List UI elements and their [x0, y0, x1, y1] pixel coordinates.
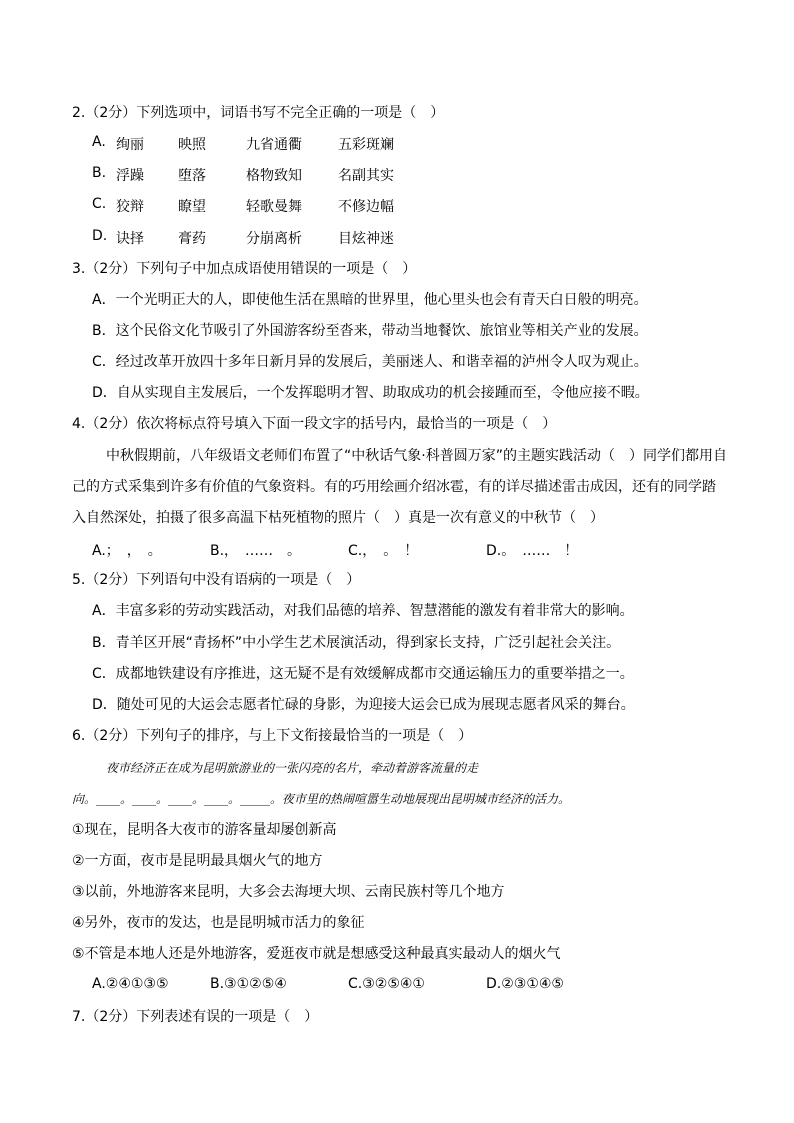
- question-4-option-c: C.， 。 ！: [348, 543, 419, 559]
- question-5-option-c: C．成都地铁建设有序推进，这无疑不是有效缓解成都市交通运输压力的重要举措之一。: [92, 666, 634, 682]
- question-4-passage-line: 中秋假期前，八年级语文老师们布置了“中秋话气象·科普圆万家”的主题实践活动（ ）同学们都用自: [106, 448, 727, 464]
- option-word: 堕落: [178, 168, 206, 184]
- question-4-passage-line: 入自然深处，拍摄了很多高温下枯死植物的照片（ ）真是一次有意义的中秋节（ ）: [72, 510, 604, 526]
- question-7-stem: 7.（2分）下列表述有误的一项是（ ）: [72, 1009, 319, 1025]
- question-4-option-b: B.， …… 。: [210, 543, 302, 559]
- option-letter: D.: [92, 228, 108, 244]
- option-word: 瞭望: [178, 199, 206, 215]
- option-word: 映照: [178, 137, 206, 153]
- option-letter: C.: [92, 196, 107, 212]
- option-word: 九省通衢: [246, 137, 302, 153]
- question-6-option-d: D.②③①④⑤: [486, 976, 564, 992]
- question-3-option-c: C．经过改革开放四十多年日新月异的发展后，美丽迷人、和谐幸福的泸州令人叹为观止。: [92, 354, 648, 370]
- option-letter: B.: [92, 165, 107, 181]
- question-2-stem: 2.（2分）下列选项中，词语书写不完全正确的一项是（ ）: [72, 105, 445, 121]
- question-3-stem: 3.（2分）下列句子中加点成语使用错误的一项是（ ）: [72, 261, 417, 277]
- question-6-option-a: A.②④①③⑤: [92, 976, 169, 992]
- option-word: 狡辩: [116, 199, 144, 215]
- question-6-sentence: ⑤不管是本地人还是外地游客，爱逛夜市就是想感受这种最真实最动人的烟火气: [72, 946, 561, 962]
- question-6-stem: 6.（2分）下列句子的排序，与上下文衔接最恰当的一项是（ ）: [72, 728, 473, 744]
- question-3-option-a: A．一个光明正大的人，即使他生活在黑暗的世界里，他心里头也会有青天白日般的明亮。: [92, 292, 648, 308]
- option-word: 浮躁: [116, 168, 144, 184]
- option-word: 诀择: [116, 231, 144, 247]
- question-5-option-a: A．丰富多彩的劳动实践活动，对我们品德的培养、智慧潜能的激发有着非常大的影响。: [92, 603, 634, 619]
- option-letter: A.: [92, 134, 106, 150]
- question-6-sentence: ③以前，外地游客来昆明，大多会去海埂大坝、云南民族村等几个地方: [72, 884, 505, 900]
- question-6-passage-line: 向。____。____。____。____。_____。夜市里的热闹喧嚣生动地展现出昆明城市经济的活力。: [72, 792, 571, 806]
- question-6-option-c: C.③②⑤④①: [348, 976, 425, 992]
- question-6-sentence: ④另外，夜市的发达，也是昆明城市活力的象征: [72, 915, 365, 931]
- option-word: 目炫神迷: [338, 231, 394, 247]
- question-6-sentence: ②一方面，夜市是昆明最具烟火气的地方: [72, 853, 323, 869]
- option-word: 名副其实: [338, 168, 394, 184]
- question-4-option-d: D.。 …… ！: [486, 543, 579, 559]
- question-4-option-a: A.； ， 。: [92, 543, 162, 559]
- question-4-passage-line: 己的方式采集到许多有价值的气象资料。有的巧用绘画介绍冰雹，有的详尽描述雷击成因，还有的同学踏: [72, 479, 716, 495]
- question-6-passage-line: 夜市经济正在成为昆明旅游业的一张闪亮的名片，牵动着游客流量的走: [106, 761, 479, 775]
- question-5-option-d: D．随处可见的大运会志愿者忙碌的身影，为迎接大运会已成为展现志愿者风采的舞台。: [92, 697, 635, 713]
- option-word: 膏药: [178, 231, 206, 247]
- question-5-option-b: B．青羊区开展“青扬杯”中小学生艺术展演活动，得到家长支持，广泛引起社会关注。: [92, 635, 621, 651]
- option-word: 分崩离析: [246, 231, 302, 247]
- option-word: 五彩斑斓: [338, 137, 394, 153]
- option-word: 轻歌曼舞: [246, 199, 302, 215]
- question-6-option-b: B.③①②⑤④: [210, 976, 287, 992]
- question-3-option-b: B．这个民俗文化节吸引了外国游客纷至沓来，带动当地餐饮、旅馆业等相关产业的发展。: [92, 323, 648, 339]
- question-3-option-d: D．自从实现自主发展后，一个发挥聪明才智、助取成功的机会接踵而至，令他应接不暇。: [92, 385, 649, 401]
- question-5-stem: 5.（2分）下列语句中没有语病的一项是（ ）: [72, 572, 361, 588]
- option-word: 绚丽: [116, 137, 144, 153]
- question-6-sentence: ①现在，昆明各大夜市的游客量却屡创新高: [72, 822, 337, 838]
- option-word: 格物致知: [246, 168, 302, 184]
- option-word: 不修边幅: [338, 199, 394, 215]
- question-4-stem: 4.（2分）依次将标点符号填入下面一段文字的括号内，最恰当的一项是（ ）: [72, 416, 557, 432]
